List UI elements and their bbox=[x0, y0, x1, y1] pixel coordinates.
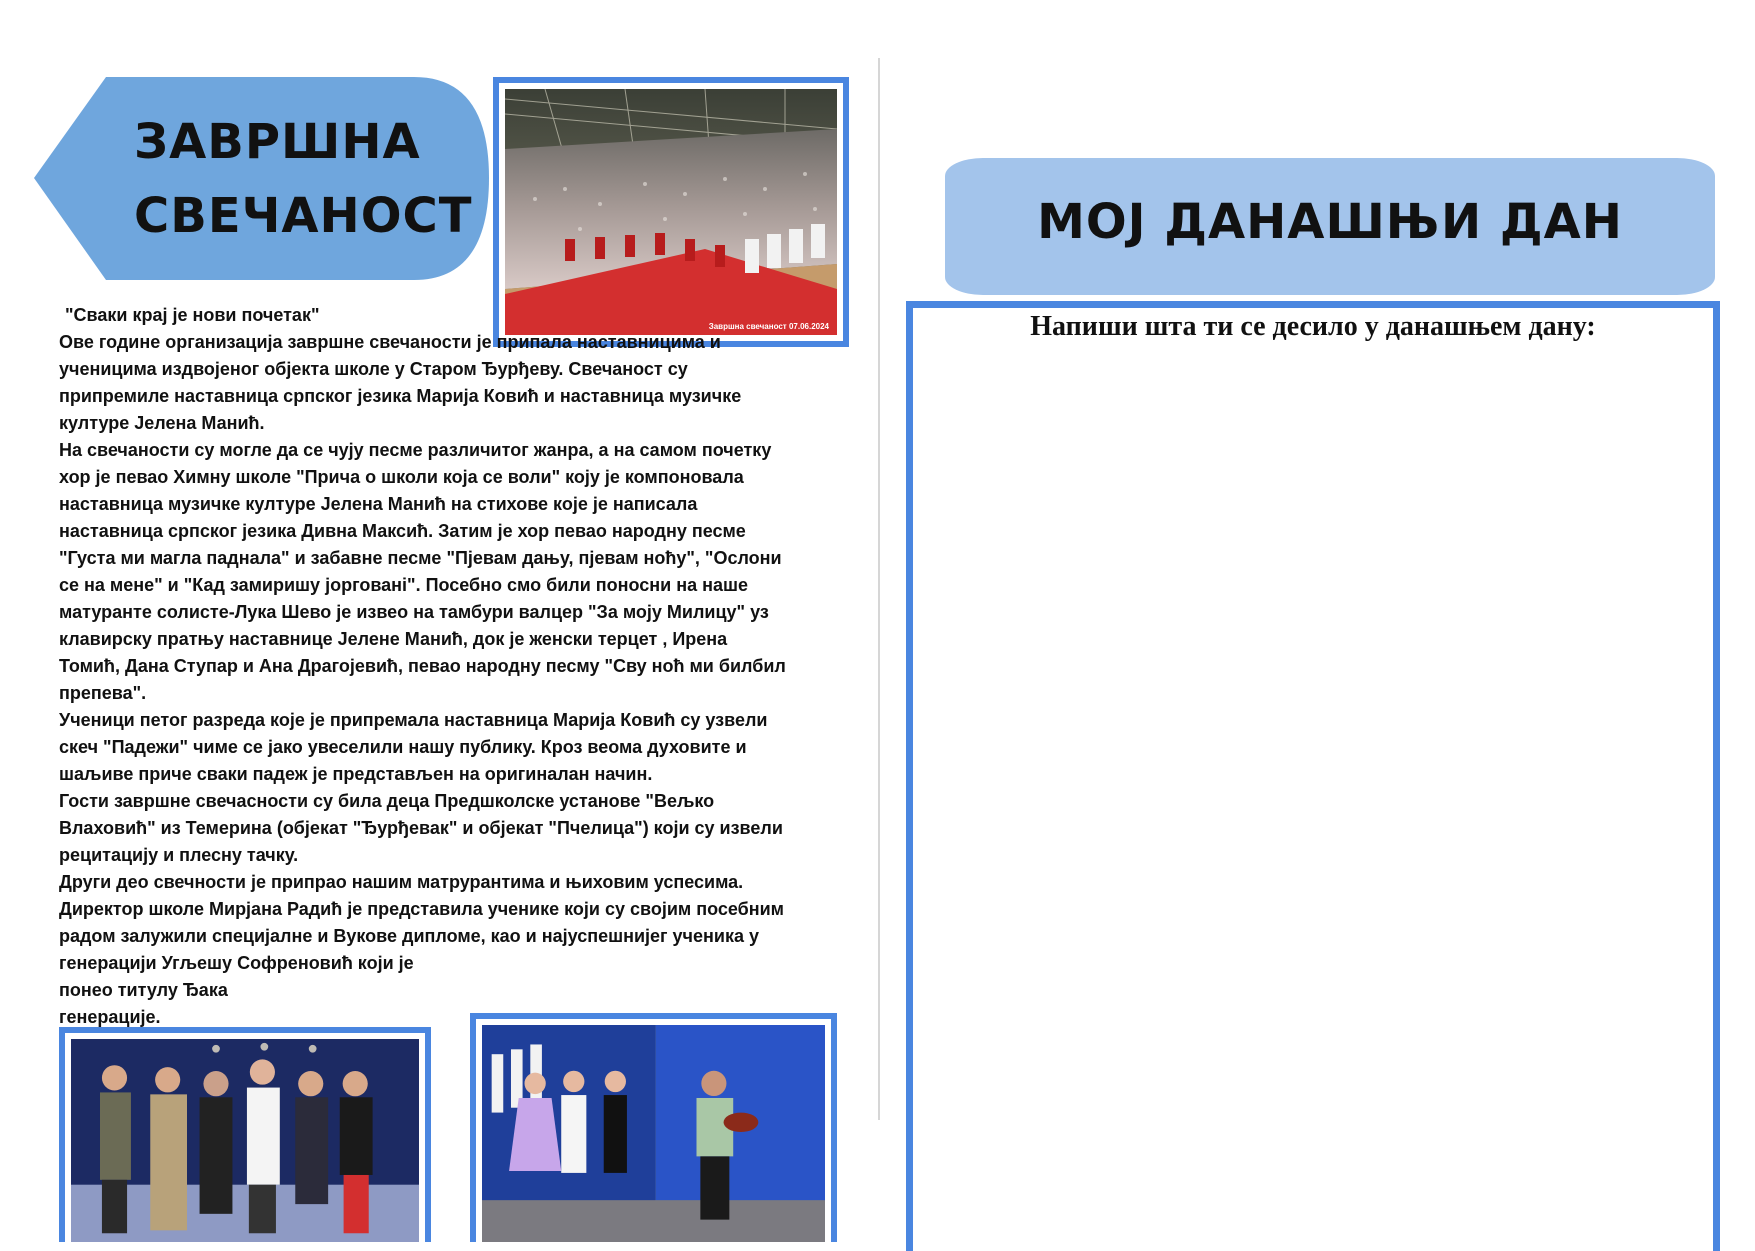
article-line: се на мене" и "Кад замиришу јоргованi". Посебно смо били поносни на наше bbox=[59, 575, 749, 595]
photo-caption: Завршна свечаност 07.06.2024 bbox=[708, 322, 829, 331]
performers-photo bbox=[470, 1013, 837, 1242]
article-line: скеч "Падежи" чиме се јако увеселили нашу публику. Кроз веома духовите и bbox=[59, 737, 747, 757]
article-line: припремиле наставница српског језика Марија Ковић и наставница музичке bbox=[59, 386, 742, 406]
article-line: рецитацију и плесну тачку. bbox=[59, 845, 299, 865]
article-line: Ученици петог разреда које је припремала наставница Марија Ковић су узвели bbox=[59, 710, 768, 730]
article-line: културе Јелена Манић. bbox=[59, 413, 265, 433]
performers-image bbox=[482, 1025, 825, 1242]
right-banner bbox=[945, 158, 1715, 295]
title-banner bbox=[34, 77, 489, 280]
writing-area[interactable] bbox=[906, 301, 1720, 1251]
article-line: матуранте солисте-Лука Шево је извео на тамбури валцер "За моју Милицу" уз bbox=[59, 602, 769, 622]
article-quote: "Сваки крај је нови почетак" bbox=[65, 305, 320, 325]
article-line: Гости завршне свечасности су била деца Предшколске установе "Вељко bbox=[59, 791, 715, 811]
article-line: препева". bbox=[59, 683, 147, 703]
page-divider bbox=[878, 58, 880, 1120]
article-line: генерацији Угљешу Софреновић који је bbox=[59, 953, 414, 973]
article-line: клавирску пратњу наставнице Јелене Манић, док је женски терцет , Ирена bbox=[59, 629, 728, 649]
right-banner-title: МОЈ ДАНАШЊИ ДАН bbox=[1037, 194, 1623, 250]
writing-prompt: Напиши шта ти се десило у данашњем дану: bbox=[1030, 311, 1596, 342]
article-line: ученицима издвојеног објекта школе у Старом Ђурђеву. Свечаност су bbox=[59, 359, 688, 379]
article-line: Влаховић" из Темерина (објекат "Ђурђевак" и објекат "Пчелица") који су извели bbox=[59, 818, 783, 838]
article-line: понео титулу Ђака bbox=[59, 980, 228, 1000]
article-line: Други део свечности је припрао нашим матрурантима и њиховим успесима. bbox=[59, 872, 744, 892]
article-line: На свечаности су могле да се чују песме различитог жанра, а на самом почетку bbox=[59, 440, 772, 460]
article-line: наставница српског језика Дивна Максић. Затим је хор певао народну песме bbox=[59, 521, 746, 541]
article-line: Томић, Дана Ступар и Ана Драгојевић, певао народну песму "Сву ноћ ми билбил bbox=[59, 656, 786, 676]
hall-crowd-image bbox=[505, 89, 837, 335]
article-line: генерације. bbox=[59, 1007, 161, 1027]
article-line: "Густа ми магла паднала" и забавне песме "Пјевам дању, пјевам ноћу", "Ослони bbox=[59, 548, 782, 568]
page-title bbox=[134, 105, 472, 253]
article-line: радом залужили специјалне и Вукове дипломе, као и најуспешнијег ученика у bbox=[59, 926, 759, 946]
article-line: наставница музичке културе Јелена Манић на стихове које је написала bbox=[59, 494, 698, 514]
staff-group-photo bbox=[59, 1027, 431, 1242]
group-people-image bbox=[71, 1039, 419, 1242]
article-line: Ове године организација завршне свечаности је припала наставницима и bbox=[59, 332, 721, 352]
article-line: шаљиве приче сваки падеж је представљен на оригиналан начин. bbox=[59, 764, 653, 784]
title-line-1: ЗАВРШНА bbox=[134, 114, 421, 170]
title-line-2: СВЕЧАНОСТ bbox=[134, 188, 473, 244]
article-line: Директор школе Мирјана Радић је представила ученике који су својим посебним bbox=[59, 899, 785, 919]
article-line: хор је певао Химну школе "Прича о школи која се воли" коју је компоновала bbox=[59, 467, 744, 487]
